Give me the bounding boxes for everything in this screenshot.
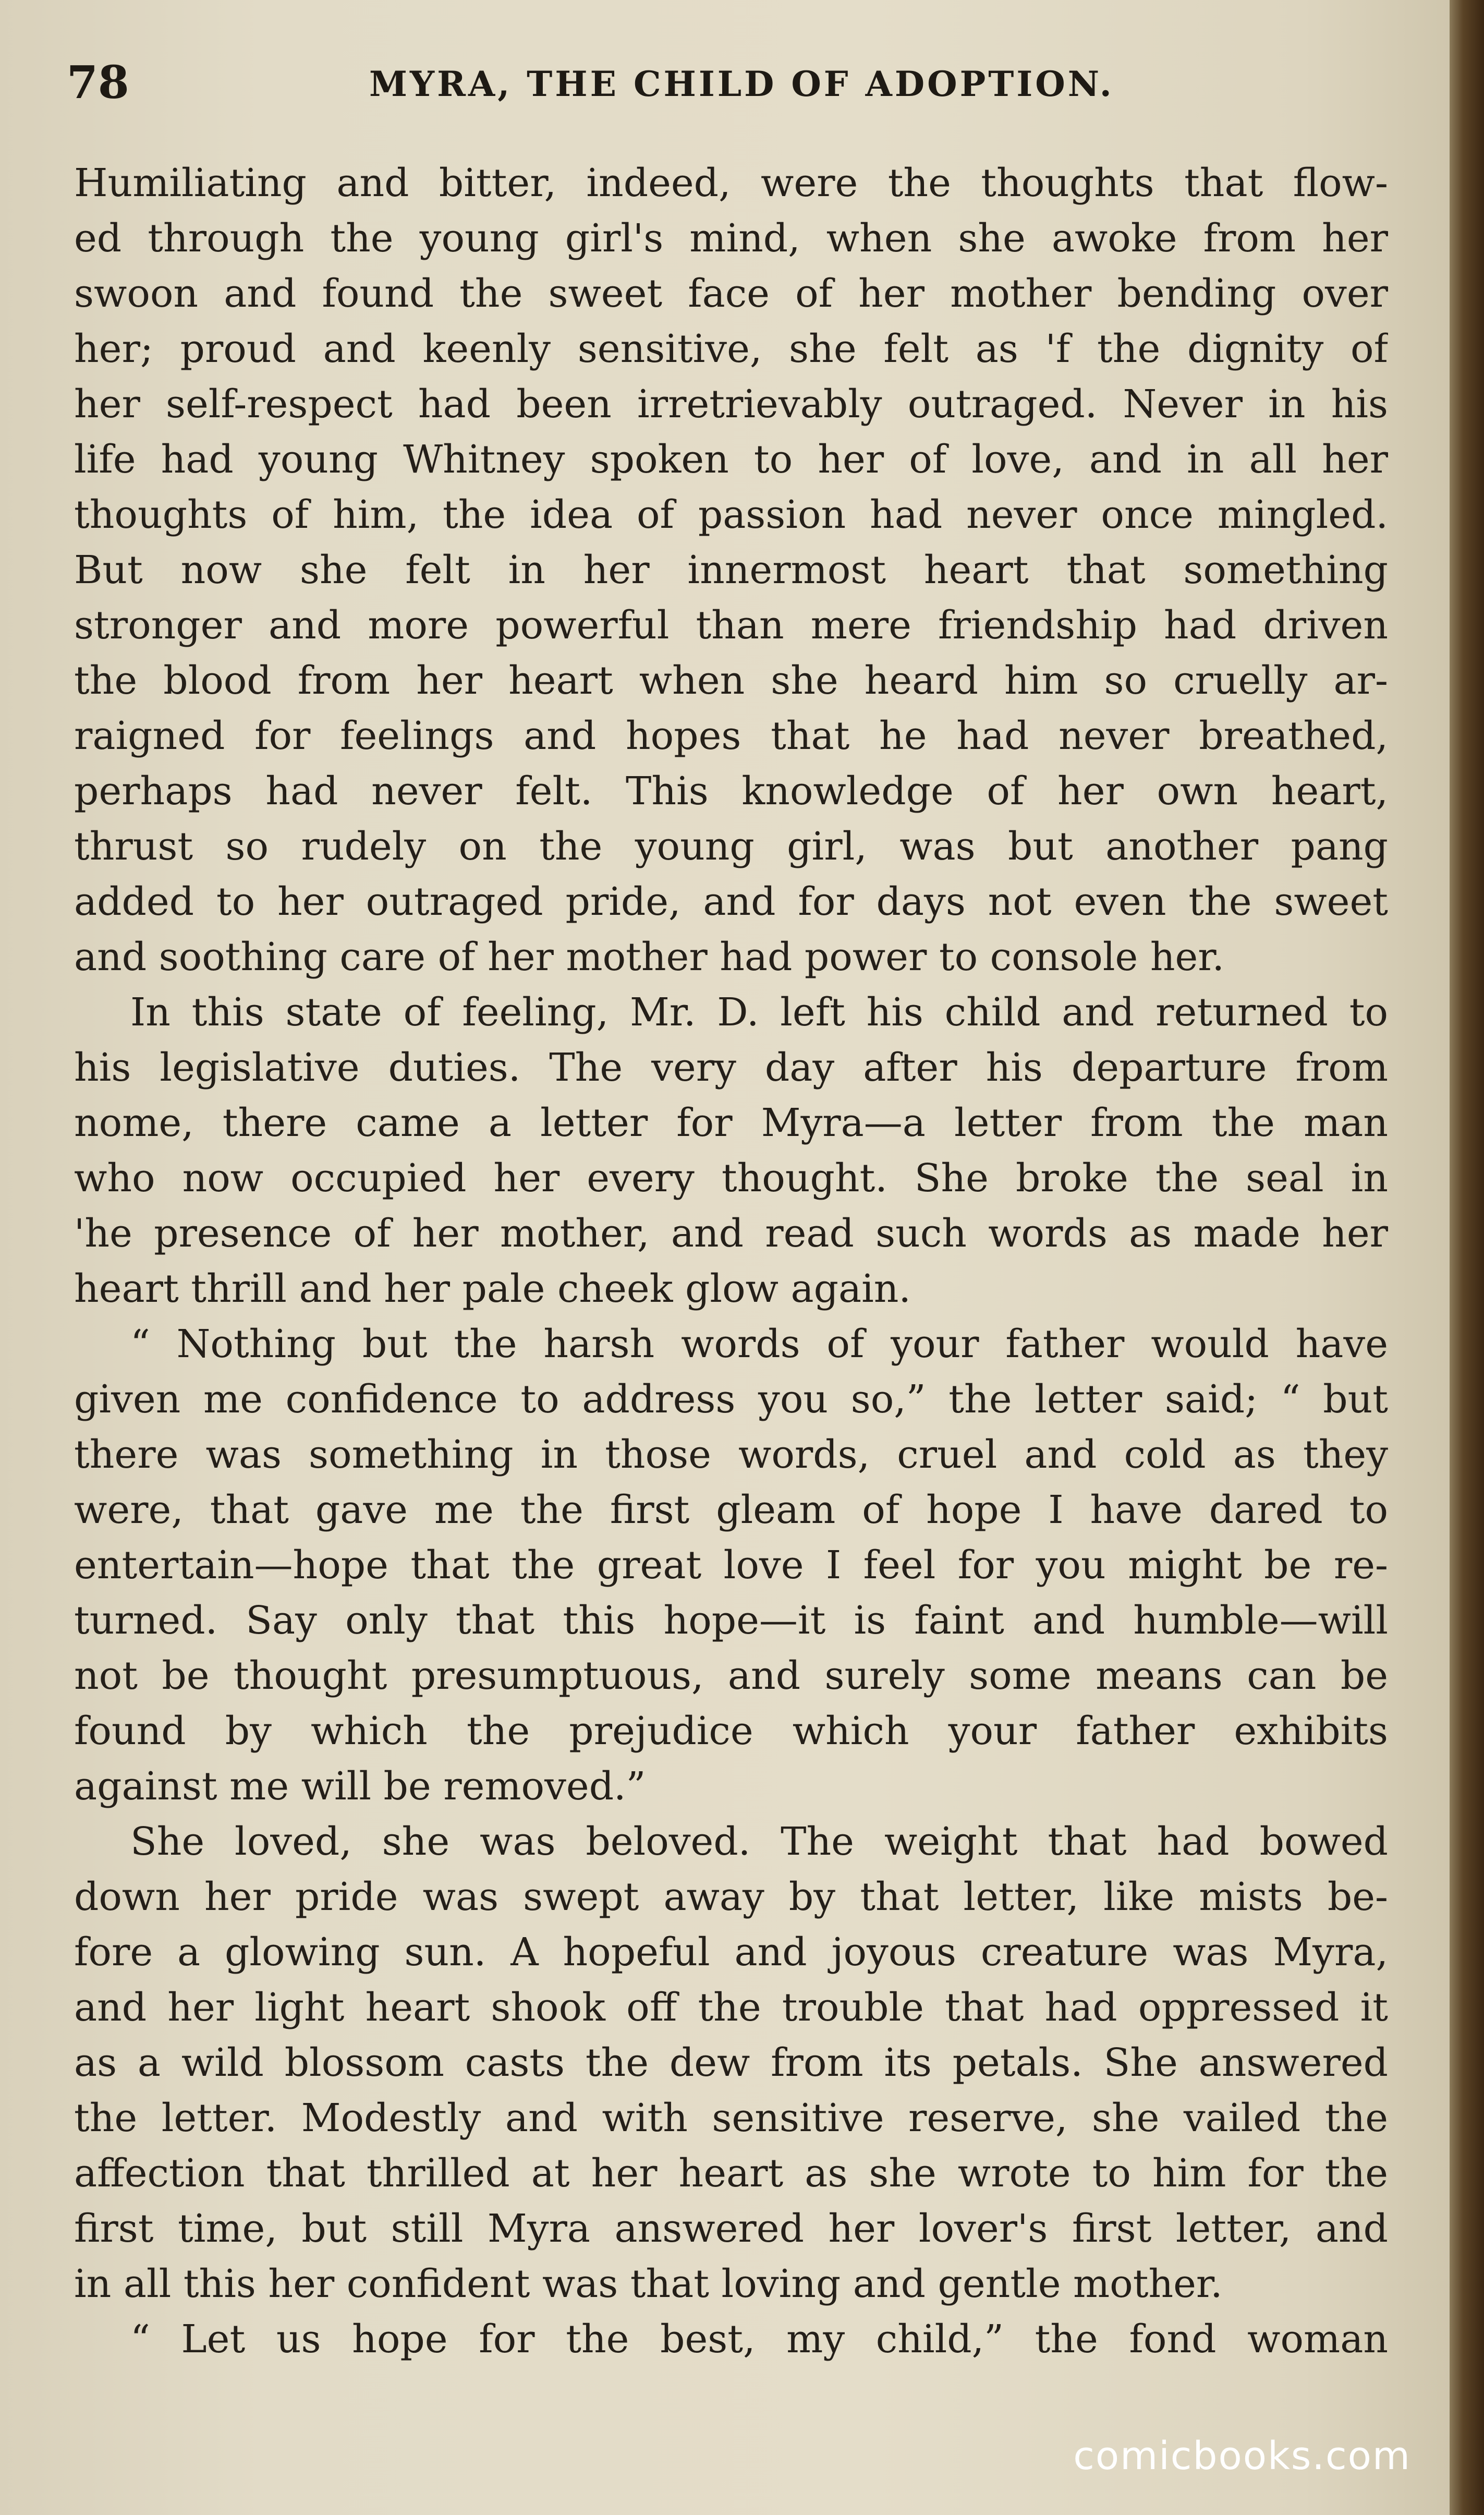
text-line: raigned for feelings and hopes that he had never breathed, — [74, 714, 1388, 758]
text-line: stronger and more powerful than mere friendship had driven — [74, 603, 1388, 648]
text-line: her; proud and keenly sensitive, she felt as 'f the dignity of — [74, 327, 1388, 371]
text-line: life had young Whitney spoken to her of love, and in all her — [74, 437, 1388, 482]
text-line: perhaps had never felt. This knowledge of her own heart, — [74, 769, 1388, 814]
text-line: first time, but still Myra answered her lover's first letter, and — [74, 2206, 1388, 2251]
text-line: thoughts of him, the idea of passion had never once mingled. — [74, 492, 1388, 537]
text-line: swoon and found the sweet face of her mother bending over — [74, 271, 1388, 316]
text-line: fore a glowing sun. A hopeful and joyous creature was Myra, — [74, 1930, 1388, 1975]
text-line: added to her outraged pride, and for days not even the sweet — [74, 879, 1388, 924]
text-line: the blood from her heart when she heard him so cruelly ar- — [74, 658, 1388, 703]
text-line: not be thought presumptuous, and surely some means can be — [74, 1653, 1388, 1698]
text-line: given me confidence to address you so,” the letter said; “ but — [74, 1377, 1388, 1422]
text-line: there was something in those words, cruel and cold as they — [74, 1432, 1388, 1477]
text-line: Humiliating and bitter, indeed, were the thoughts that flow- — [74, 161, 1388, 205]
text-line: her self-respect had been irretrievably outraged. Never in his — [74, 382, 1388, 427]
text-line: the letter. Modestly and with sensitive reserve, she vailed the — [74, 2096, 1388, 2141]
text-line: found by which the prejudice which your father exhibits — [74, 1709, 1388, 1754]
text-line: “ Let us hope for the best, my child,” the fond woman — [130, 2317, 1388, 2362]
page-header — [67, 56, 1391, 108]
text-line: against me will be removed.” — [74, 1764, 646, 1809]
text-line: affection that thrilled at her heart as she wrote to him for the — [74, 2151, 1388, 2196]
text-line: entertain—hope that the great love I feel for you might be re- — [74, 1543, 1388, 1588]
text-line: who now occupied her every thought. She broke the seal in — [74, 1156, 1388, 1201]
text-line: turned. Say only that this hope—it is faint and humble—will — [74, 1598, 1388, 1643]
book-spine-shadow — [1450, 0, 1484, 2515]
text-line: She loved, she was beloved. The weight that had bowed — [130, 1819, 1388, 1864]
text-line: ed through the young girl's mind, when she awoke from her — [74, 216, 1388, 261]
text-line: his legislative duties. The very day after his departure from — [74, 1045, 1388, 1090]
page-number: 78 — [67, 56, 129, 109]
text-line: “ Nothing but the harsh words of your father would have — [130, 1322, 1388, 1367]
running-title: MYRA, THE CHILD OF ADOPTION. — [369, 64, 1114, 104]
text-line: as a wild blossom casts the dew from its petals. She answered — [74, 2040, 1388, 2085]
text-line: heart thrill and her pale cheek glow again. — [74, 1266, 911, 1311]
body-text — [74, 155, 1388, 2367]
text-line: and her light heart shook off the trouble that had oppressed it — [74, 1985, 1388, 2030]
text-line: were, that gave me the first gleam of hope I have dared to — [74, 1488, 1388, 1532]
text-line: But now she felt in her innermost heart that something — [74, 548, 1388, 593]
text-line: and soothing care of her mother had power to console her. — [74, 935, 1225, 980]
text-line: In this state of feeling, Mr. D. left his child and returned to — [130, 990, 1388, 1035]
text-line: down her pride was swept away by that letter, like mists be- — [74, 1875, 1388, 1919]
watermark: comicbooks.com — [1073, 2434, 1411, 2478]
text-line: nome, there came a letter for Myra—a letter from the man — [74, 1101, 1388, 1145]
text-line: in all this her confident was that loving and gentle mother. — [74, 2262, 1223, 2306]
text-line: 'he presence of her mother, and read such words as made her — [74, 1211, 1388, 1256]
text-line: thrust so rudely on the young girl, was but another pang — [74, 824, 1388, 869]
